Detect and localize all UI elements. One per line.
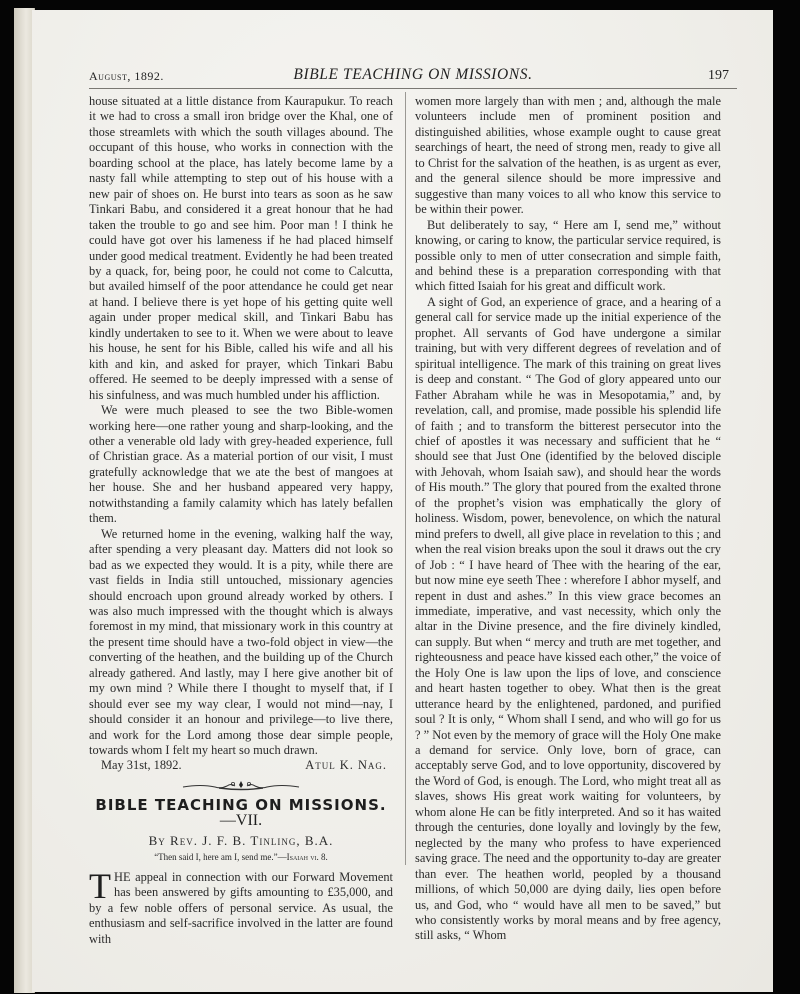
drop-cap: T xyxy=(89,865,111,906)
article-title xyxy=(89,795,393,830)
byline: By Rev. J. F. B. Tinling, B.A. xyxy=(148,832,334,848)
paragraph: house situated at a little distance from Kaurapukur. To reach it we had to cross a small iron bridge over the Khal, one of those streamlets with which the south villages abound. The occupant of this house, who works in connection with the boarding school at the place, has lately become lame by a nasty fall while attempting to step out of his house with a new pair of shoes on. He burst into tears as soon as he saw Tinkari Babu, and considered it a great honour that he had taken the trouble to go and see him. Poor man ! I think he could have got over his lameness if he had placed himself under good medical treatment. Evidently he had been treated by a quack, for, being poor, he could not come to Calcutta, but availed himself of the poor attendance he could get near at hand. I believe there is yet hope of his getting quite well again under proper medical skill, and Tinkari Babu has kindly undertaken to see to it. When we were about to leave his house, he sent for his Bible, called his wife and all his kith and kin, and asked for prayer, which Tinkari Babu offered. He seemed to be deeply impressed with a sense of his sinfulness, and was much humbled under his affliction. xyxy=(89,94,393,402)
article-opening xyxy=(89,865,393,947)
running-header xyxy=(89,66,737,88)
article-part: —VII. xyxy=(219,812,263,830)
signoff-date: May 31st, 1892. xyxy=(101,758,182,773)
epigraph-reference: Isaiah vi. 8. xyxy=(286,852,328,863)
signoff xyxy=(89,758,393,773)
signoff-author: Atul K. Nag. xyxy=(305,758,387,773)
epigraph xyxy=(89,850,393,865)
header-month: August, 1892. xyxy=(89,69,164,83)
first-word: HE xyxy=(114,869,131,884)
page-number: 197 xyxy=(708,68,729,83)
paragraph: women more largely than with men ; and, although the male volunteers include men of prominent position and distinguished abilities, whose example ought to cause great searchings of heart, the need of strong men, ready to give all to Christ for the salvation of the heathen, is as urgent as ever, and the general silence should be more impressive and suggestive than many voices to all who know this service to be within their power. xyxy=(415,94,721,217)
running-title: BIBLE TEACHING ON MISSIONS. xyxy=(293,66,533,83)
right-column xyxy=(415,94,721,944)
paragraph: We returned home in the evening, walking half the way, after spending a very pleasant day. Matters did not look so bad as we expected they would. It is a pity, while there are vast fields in India still untouched, missionary agencies should encroach upon ground already worked by others. I was also much impressed with the thought which is always foremost in my mind, that missionary work in this country at the present time should have a two-fold object in view—the converting of the heathen, and the building up of the Church already gathered. And lastly, may I here give another bit of my own mind ? While there I thought to myself that, if I should ever see my way clear, I would not mind—nay, I should consider it an honour and privilege—to live there, and work for the Lord among those dear simple people, towards whom I felt my heart so much drawn. xyxy=(89,526,393,758)
left-column xyxy=(89,94,393,947)
paragraph: A sight of God, an experience of grace, and a hearing of a general call for service made up the initial experience of the prophet. All servants of God have undergone a similar training, but with very different degrees of revelation and of spiritual intelligence. The mark of this training on great lives is deep and constant. “ The God of glory appeared unto our Father Abraham while he was in Mesopotamia,” and, by revelation, call, and promise, made possible his splendid life of faith ; and to transform the bitterest persecutor into the chief of apostles it was necessary and sufficient that he “ should see that Just One (identified by the beloved disciple with Jehovah, whom Isaiah saw), and should hear the words of His mouth.” The glory that poured from the exalted throne of the prophet’s vision was emphatically the glory of holiness. Wisdom, power, benevolence, on which the natural mind prefers to dwell, all give place in revelation to this ; and when the real vision breaks upon the soul it draws out the cry of Job : “ I have heard of Thee with the hearing of the ear, but now mine eye seeth Thee : wherefore I abhor myself, and repent in dust and ashes.” In this view grace becomes an immediate, imperative, and vast necessity, which only the altar in the Divine presence, and the fire divinely kindled, can supply. But when “ mercy and truth are met together, and righteousness and peace have kissed each other,” the voice of the Holy One is law upon the lips of love, and conscience and heart hasten together to obey. What then is the great utterance heard by the enlightened, pardoned, and purified soul ? It is only, “ Whom shall I send, and who will go for us ? ” Not even by the memory of grace will the Holy One make a demand for service. Only love, born of grace, can acceptably serve God, and to love opportunity, discovered by the Word of God, is enough. The Lord, who might treat all as slaves, shows His great work waiting for volunteers, by whom alone He can be fitly interpreted. And so it has waited through the centuries, done loyally and lovingly by the few, neglected by the many who profess to have experienced saving grace. The need and the opportunity to-day are greater than ever. The heathen world, peopled by a thousand millions, of which 50,000 are dying daily, lies open before us, and God, who “ would have all men to be saved,” but who consistently works by moral means and by free agency, still asks, “ Whom xyxy=(415,294,721,943)
paragraph: But deliberately to say, “ Here am I, send me,” without knowing, or caring to know, the particular service required, is possible only to men of utter consecration and simple faith, and behind these is a preparation corresponding with that which fitted Isaiah for his great and difficult work. xyxy=(415,217,721,294)
article-title-text: BIBLE TEACHING ON MISSIONS. xyxy=(95,795,387,814)
column-divider xyxy=(405,92,406,865)
opening-text: appeal in connection with our Forward Movement has been answered by gifts amounting to £35,000, and by a few noble offers of personal service. As usual, the enthusiasm and self-sacrifice involved in the latter are found with xyxy=(89,869,393,946)
scroll-flourish-icon xyxy=(89,780,393,792)
paragraph: We were much pleased to see the two Bible-women working here—one rather young and sharp-looking, and the other a venerable old lady with grey-headed experience, full of Christian grace. As a material portion of our visit, I must gratefully acknowledge that we ate the best of mangoes at her house. She and her husband appeared very happy, notwithstanding a family calamity which has lately befallen them. xyxy=(89,403,393,526)
epigraph-text: “Then said I, here am I, send me.”— xyxy=(154,852,287,863)
header-rule xyxy=(89,88,737,89)
